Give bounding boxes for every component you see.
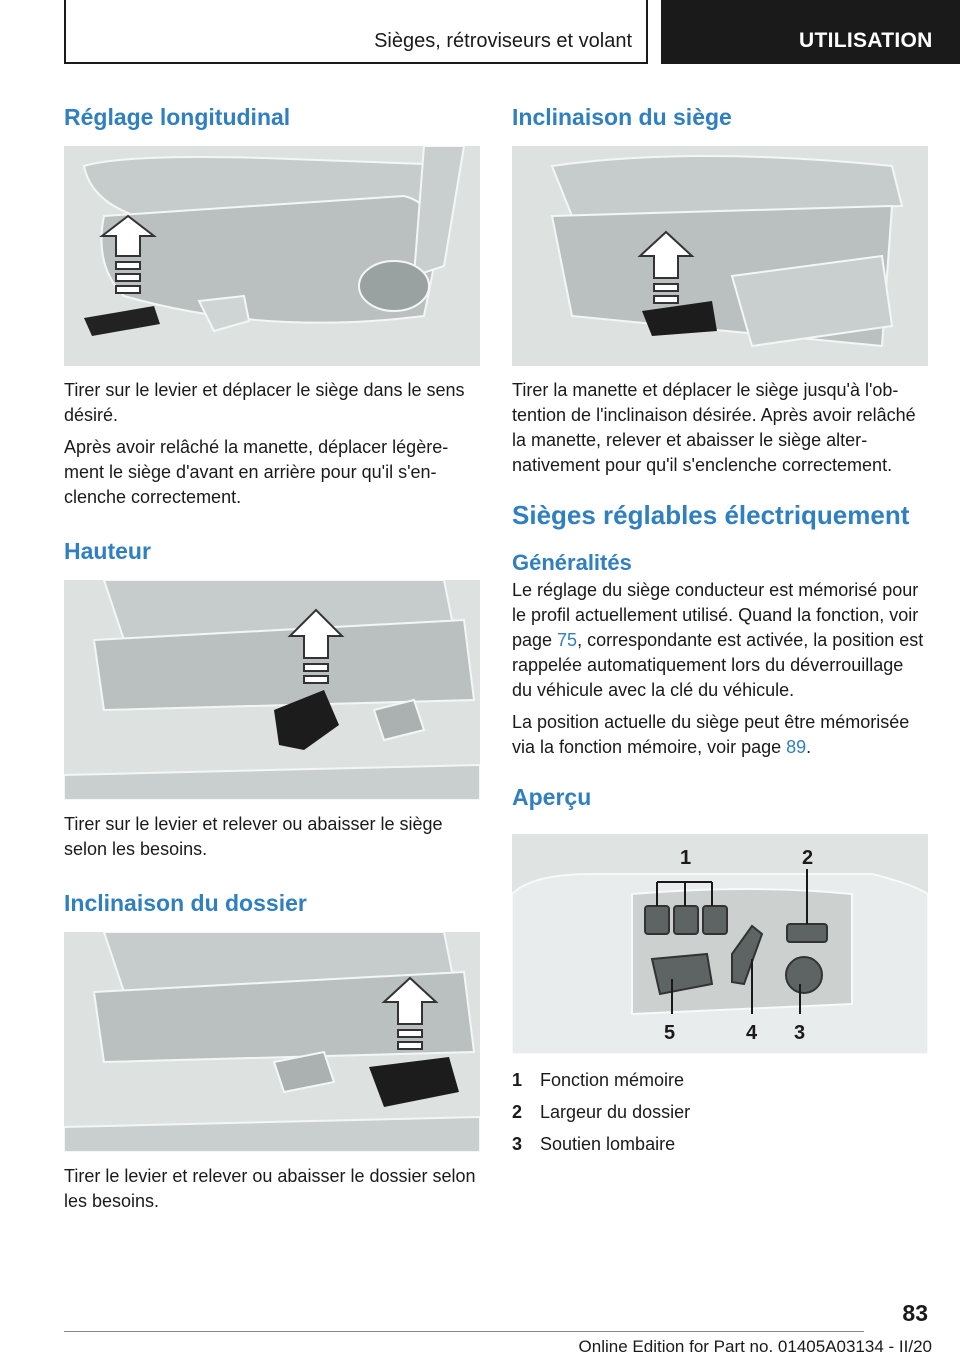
paragraph-height-1: Tirer sur le levier et relever ou abaisser le siège selon les besoins. [64,814,443,859]
header-chapter-title: UTILISATION [799,29,933,52]
callout-2: 2 [802,847,814,869]
figure-seat-tilt [512,146,928,366]
legend-item: 3 Soutien lombaire [512,1134,676,1154]
left-column [64,96,480,1214]
paragraph-longitudinal-1: Tirer sur le levier et déplacer le siège dans le sens désiré. [64,380,465,425]
callout-1: 1 [680,847,692,869]
figure-seat-height [64,580,480,800]
section-title-backrest: Inclinaison du dossier [64,890,307,916]
section-title-height: Hauteur [64,538,151,564]
header-section-box [64,0,648,64]
subsection-title-general: Généralités [512,550,632,575]
paragraph-longitudinal-2: Après avoir relâché la manette, déplacer légèrement le siège d'avant en arrière pour qu'il s'enclenche correctement. [64,437,449,507]
page-link-75[interactable]: 75 [557,630,578,650]
section-title-longitudinal: Réglage longitudinal [64,104,291,130]
page-number: 83 [902,1300,928,1326]
header-chapter-tab [661,0,960,64]
page-link-89[interactable]: 89 [786,737,807,757]
section-title-electric: Sièges réglables électriquement [512,500,910,530]
figure-seat-backrest [64,932,480,1152]
paragraph-tilt-1: Tirer la manette et déplacer le siège jusqu'à l'obtention de l'inclinaison désirée. Après avoir relâché la manette, relever et abaisser le siège alternativement pour qu'il s'enclenche correctement. [512,380,916,475]
footer-divider [64,1331,864,1332]
section-title-overview: Aperçu [512,784,592,810]
callout-3: 3 [794,1022,806,1044]
figure-seat-longitudinal [64,146,480,366]
callout-5: 5 [664,1022,676,1044]
section-title-tilt: Inclinaison du siège [512,104,732,130]
legend-item: 2 Largeur du dossier [512,1102,691,1122]
figure-seat-controls-overview [512,834,928,1054]
footer-edition: Online Edition for Part no. 01405A03134 - II/20 [578,1337,932,1356]
paragraph-general-2: La position actuelle du siège peut être mémorisée via la fonction mémoire, voir page 89. [512,712,910,757]
legend-item: 1 Fonction mémoire [512,1070,685,1090]
legend-list [512,1064,928,1160]
paragraph-general-1: Le réglage du siège conducteur est mémorisé pour le profil actuellement utilisé. Quand la fonction, voir page 75, correspondante est activée, la position est rappelée automatiquement lors du déverrouillage du véhicule avec la clé du véhicule. [512,580,924,700]
paragraph-backrest-1: Tirer le levier et relever ou abaisser le dossier selon les besoins. [64,1166,476,1211]
callout-4: 4 [746,1022,758,1044]
header-section-title: Sièges, rétroviseurs et volant [374,30,632,52]
right-column [512,96,928,1160]
